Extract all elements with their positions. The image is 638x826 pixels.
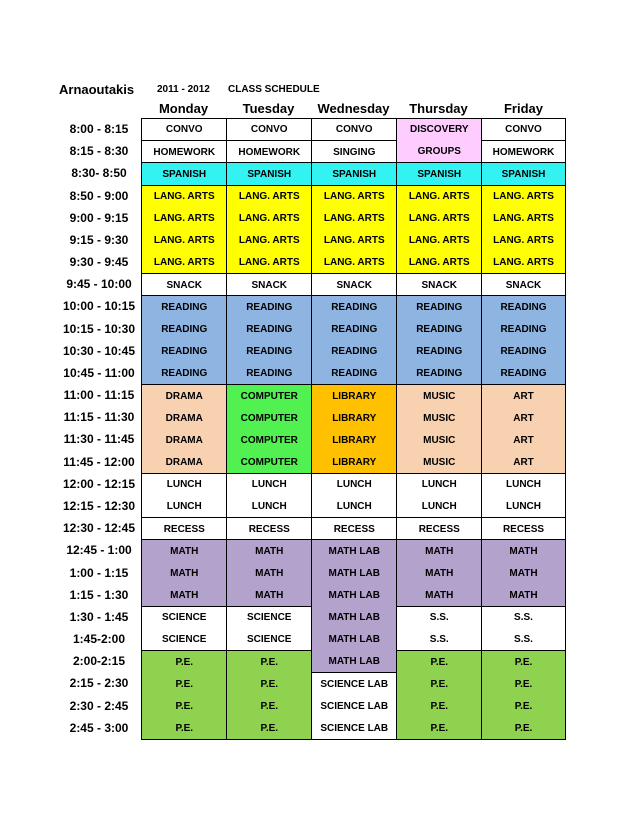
class-cell: LUNCH (336, 479, 372, 491)
schedule-block (311, 539, 398, 674)
class-cell: SNACK (336, 279, 373, 291)
class-cell: READING (416, 301, 463, 313)
schedule-block (396, 650, 483, 740)
class-cell: LANG. ARTS (153, 257, 215, 269)
class-cell: LUNCH (251, 501, 287, 513)
class-cell: ART (513, 390, 534, 402)
schedule-block (481, 185, 566, 275)
class-cell: MATH LAB (328, 634, 380, 646)
class-cell: LUNCH (506, 479, 541, 491)
class-cell: RECESS (333, 523, 375, 535)
class-cell: P.E. (260, 656, 279, 668)
class-cell: P.E. (260, 722, 279, 734)
time-slot: 12:00 - 12:15 (62, 476, 136, 491)
day-header-wednesday: Wednesday (317, 101, 390, 116)
class-cell: SNACK (166, 279, 203, 291)
class-cell: SCIENCE (162, 634, 207, 646)
class-cell: S.S. (514, 634, 533, 646)
class-cell: P.E. (514, 700, 533, 712)
day-header-thursday: Thursday (409, 101, 468, 116)
class-cell: S.S. (429, 634, 449, 646)
schedule-block (311, 517, 398, 541)
class-cell: READING (331, 346, 378, 358)
class-cell: LANG. ARTS (238, 235, 300, 247)
time-slot: 12:30 - 12:45 (62, 521, 136, 536)
class-cell: MATH (170, 545, 199, 557)
class-cell: SNACK (505, 279, 542, 291)
class-cell: DRAMA (165, 390, 203, 402)
class-cell: READING (246, 301, 293, 313)
class-cell: READING (331, 368, 378, 380)
time-slot: 2:00-2:15 (72, 654, 126, 669)
schedule-block (481, 539, 566, 607)
time-slot: 8:00 - 8:15 (69, 122, 129, 137)
time-slot: 8:30- 8:50 (71, 166, 127, 181)
time-slot: 2:15 - 2:30 (69, 676, 129, 691)
schedule-block (481, 650, 566, 740)
class-cell: RECESS (418, 523, 460, 535)
class-cell: CONVO (250, 124, 288, 136)
class-cell: MATH (425, 545, 454, 557)
time-slot: 9:45 - 10:00 (66, 277, 132, 292)
class-cell: COMPUTER (240, 390, 298, 402)
class-cell: SINGING (333, 146, 376, 158)
class-cell: LUNCH (166, 501, 202, 513)
schedule-block (481, 140, 566, 164)
class-cell: LANG. ARTS (153, 235, 215, 247)
class-cell: LIBRARY (332, 434, 377, 446)
class-cell: SPANISH (247, 168, 292, 180)
day-header-monday: Monday (158, 101, 209, 116)
class-cell: DRAMA (165, 434, 203, 446)
schedule-block (226, 140, 313, 164)
time-slot: 9:30 - 9:45 (69, 255, 129, 270)
class-cell: READING (161, 368, 208, 380)
class-cell: LANG. ARTS (408, 191, 470, 203)
class-cell: READING (246, 346, 293, 358)
class-cell: LANG. ARTS (323, 213, 385, 225)
class-cell: LUNCH (251, 479, 287, 491)
class-cell: LANG. ARTS (323, 235, 385, 247)
class-cell: MATH (509, 567, 538, 579)
class-cell: MUSIC (423, 434, 456, 446)
class-cell: MUSIC (423, 390, 456, 402)
class-cell: DRAMA (165, 412, 203, 424)
schedule-block (141, 295, 228, 385)
time-slot: 9:00 - 9:15 (69, 210, 129, 225)
class-cell: P.E. (175, 722, 194, 734)
class-cell: LUNCH (421, 501, 457, 513)
schedule-block (311, 118, 398, 142)
schedule-block (141, 162, 228, 186)
class-cell: CONVO (165, 124, 203, 136)
schedule-block (311, 185, 398, 275)
class-cell: HOMEWORK (492, 146, 555, 158)
class-cell: HOMEWORK (153, 146, 216, 158)
class-cell: SNACK (251, 279, 288, 291)
class-cell: READING (246, 368, 293, 380)
time-slot: 10:15 - 10:30 (62, 321, 136, 336)
class-cell: SPANISH (501, 168, 546, 180)
class-cell: READING (500, 368, 547, 380)
class-cell: MATH (255, 567, 284, 579)
class-cell: P.E. (260, 700, 279, 712)
class-cell: P.E. (260, 678, 279, 690)
class-cell: SPANISH (332, 168, 377, 180)
class-cell: COMPUTER (240, 434, 298, 446)
class-cell: READING (161, 323, 208, 335)
class-cell: LUNCH (336, 501, 372, 513)
day-headers (141, 100, 566, 118)
class-cell: READING (161, 346, 208, 358)
day-header-friday: Friday (503, 101, 543, 116)
schedule-block (311, 672, 398, 740)
time-slot: 1:00 - 1:15 (69, 565, 129, 580)
class-cell: READING (500, 301, 547, 313)
class-cell: P.E. (175, 678, 194, 690)
class-cell: SCIENCE (247, 612, 292, 624)
schedule-block (396, 384, 483, 474)
class-cell: LANG. ARTS (323, 257, 385, 269)
time-slot: 1:45-2:00 (72, 632, 126, 647)
class-cell: LANG. ARTS (153, 213, 215, 225)
school-year: 2011 - 2012 (157, 84, 210, 95)
class-cell: READING (416, 323, 463, 335)
class-cell: P.E. (430, 722, 449, 734)
class-cell: P.E. (514, 678, 533, 690)
schedule-block (396, 162, 483, 186)
schedule-block (481, 162, 566, 186)
class-cell: MATH (425, 589, 454, 601)
class-cell: P.E. (430, 678, 449, 690)
day-header-tuesday: Tuesday (242, 101, 295, 116)
class-cell: ART (513, 434, 534, 446)
class-cell: LUNCH (166, 479, 202, 491)
time-slot: 9:15 - 9:30 (69, 232, 129, 247)
schedule-grid (141, 118, 566, 739)
schedule-block (141, 606, 228, 652)
schedule-block (396, 539, 483, 607)
schedule-block (141, 473, 228, 519)
teacher-name: Arnaoutakis (59, 82, 135, 97)
class-cell: SCIENCE LAB (320, 722, 389, 734)
schedule-block (141, 650, 228, 740)
class-cell: SCIENCE LAB (320, 678, 389, 690)
schedule-block (141, 185, 228, 275)
schedule-block (141, 539, 228, 607)
schedule-block (396, 273, 483, 297)
schedule-block (226, 650, 313, 740)
class-cell: SCIENCE LAB (320, 700, 389, 712)
time-slot: 10:00 - 10:15 (62, 299, 136, 314)
schedule-block (226, 539, 313, 607)
schedule-block (396, 118, 483, 164)
time-slot: 2:45 - 3:00 (69, 720, 129, 735)
schedule-block (311, 273, 398, 297)
schedule-block (226, 517, 313, 541)
class-cell: P.E. (175, 700, 194, 712)
class-cell: COMPUTER (240, 456, 298, 468)
schedule-block (311, 140, 398, 164)
class-cell: LANG. ARTS (238, 213, 300, 225)
class-cell: LUNCH (506, 501, 541, 513)
class-cell: MATH LAB (328, 612, 380, 624)
class-cell: LIBRARY (332, 412, 377, 424)
schedule-block (226, 606, 313, 652)
class-cell: S.S. (429, 612, 449, 624)
class-cell: MATH LAB (328, 656, 380, 668)
class-cell: MATH (255, 545, 284, 557)
schedule-block (141, 384, 228, 474)
class-cell: LANG. ARTS (493, 191, 554, 203)
class-cell: LANG. ARTS (153, 191, 215, 203)
class-cell: MATH LAB (328, 545, 380, 557)
class-cell: S.S. (514, 612, 533, 624)
time-slot: 10:30 - 10:45 (62, 343, 136, 358)
class-cell: P.E. (175, 656, 194, 668)
class-cell: DRAMA (165, 456, 203, 468)
time-slot: 12:15 - 12:30 (62, 499, 136, 513)
class-cell: GROUPS (417, 146, 461, 158)
class-cell: LANG. ARTS (493, 235, 554, 247)
time-slot: 8:15 - 8:30 (69, 144, 129, 159)
schedule-title: CLASS SCHEDULE (228, 84, 320, 95)
class-cell: MATH (170, 567, 199, 579)
schedule-block (226, 118, 313, 142)
class-cell: SCIENCE (247, 634, 292, 646)
time-slot: 1:15 - 1:30 (69, 587, 129, 602)
class-cell: LANG. ARTS (408, 257, 470, 269)
schedule-block (311, 295, 398, 385)
class-cell: READING (331, 323, 378, 335)
class-cell: LIBRARY (332, 390, 377, 402)
class-cell: READING (246, 323, 293, 335)
class-cell: DISCOVERY (409, 124, 469, 136)
schedule-block (481, 517, 566, 541)
schedule-block (481, 118, 566, 142)
class-cell: P.E. (514, 722, 533, 734)
schedule-block (226, 384, 313, 474)
class-cell: READING (500, 346, 547, 358)
class-cell: P.E. (430, 700, 449, 712)
class-cell: SPANISH (162, 168, 207, 180)
schedule-block (396, 185, 483, 275)
class-cell: READING (416, 368, 463, 380)
schedule-block (396, 473, 483, 519)
class-cell: MATH LAB (328, 568, 380, 580)
class-cell: READING (161, 301, 208, 313)
class-cell: LANG. ARTS (323, 191, 385, 203)
class-cell: COMPUTER (240, 412, 298, 424)
schedule-block (141, 140, 228, 164)
time-slot: 11:45 - 12:00 (63, 454, 135, 469)
class-cell: MATH (425, 567, 454, 579)
class-cell: LANG. ARTS (493, 213, 554, 225)
class-cell: SCIENCE (162, 612, 207, 624)
time-slot: 11:30 - 11:45 (63, 432, 135, 447)
class-cell: LANG. ARTS (238, 257, 300, 269)
schedule-block (481, 473, 566, 519)
class-cell: MATH (255, 589, 284, 601)
class-cell: SPANISH (417, 168, 462, 180)
class-cell: MUSIC (423, 456, 456, 468)
schedule-block (311, 473, 398, 519)
schedule-block (226, 295, 313, 385)
schedule-block (141, 273, 228, 297)
schedule-block (226, 273, 313, 297)
schedule-block (226, 473, 313, 519)
time-slot: 2:30 - 2:45 (69, 698, 129, 713)
schedule-block (481, 273, 566, 297)
class-cell: MATH (509, 545, 538, 557)
class-cell: LANG. ARTS (493, 257, 554, 269)
class-cell: ART (513, 456, 534, 468)
class-cell: READING (416, 346, 463, 358)
class-cell: READING (500, 323, 547, 335)
schedule-block (311, 384, 398, 474)
class-cell: LANG. ARTS (408, 213, 470, 225)
schedule-block (481, 384, 566, 474)
time-slot: 12:45 - 1:00 (66, 543, 132, 558)
time-slot: 10:45 - 11:00 (63, 365, 135, 380)
class-cell: LANG. ARTS (238, 191, 300, 203)
class-cell: MATH (509, 589, 538, 601)
class-cell: MUSIC (423, 412, 456, 424)
schedule-block (311, 162, 398, 186)
class-cell: MATH (170, 589, 199, 601)
class-cell: P.E. (430, 656, 449, 668)
class-cell: SNACK (421, 279, 458, 291)
class-cell: LUNCH (421, 479, 457, 491)
time-slot: 11:15 - 11:30 (63, 410, 135, 425)
class-cell: RECESS (502, 523, 545, 535)
schedule-block (141, 118, 228, 142)
time-slot: 8:50 - 9:00 (69, 188, 129, 203)
class-cell: LANG. ARTS (408, 235, 470, 247)
schedule-block (226, 162, 313, 186)
schedule-block (396, 606, 483, 652)
class-cell: CONVO (505, 124, 542, 136)
schedule-block (396, 295, 483, 385)
class-cell: RECESS (163, 523, 205, 535)
class-cell: MATH LAB (328, 590, 380, 602)
time-column (57, 118, 141, 739)
schedule-block (481, 295, 566, 385)
time-slot: 1:30 - 1:45 (69, 609, 129, 624)
class-cell: READING (331, 301, 378, 313)
schedule-block (141, 517, 228, 541)
class-cell: CONVO (335, 124, 373, 136)
schedule-block (226, 185, 313, 275)
schedule-block (481, 606, 566, 652)
class-cell: RECESS (248, 523, 290, 535)
time-slot: 11:00 - 11:15 (63, 388, 135, 403)
class-cell: HOMEWORK (238, 146, 301, 158)
class-cell: ART (513, 412, 534, 424)
class-cell: LIBRARY (332, 456, 377, 468)
class-cell: P.E. (514, 656, 533, 668)
schedule-block (396, 517, 483, 541)
